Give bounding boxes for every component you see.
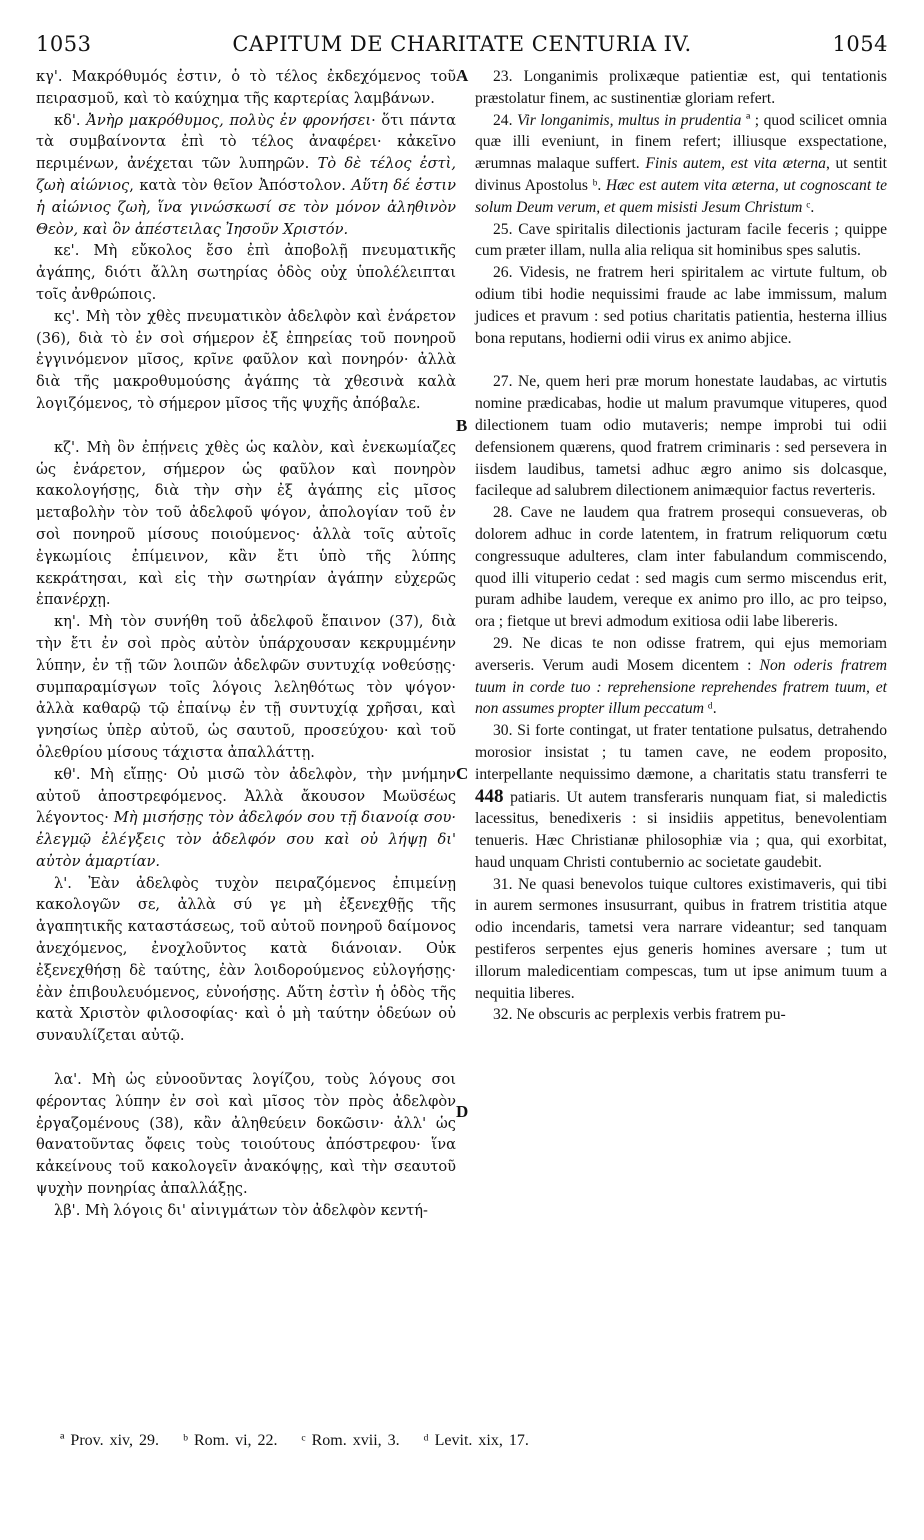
margin-marker-c: C bbox=[456, 764, 469, 783]
running-title: CAPITUM DE CHARITATE CENTURIA IV. bbox=[232, 32, 692, 56]
latin-29-note: ᵈ. bbox=[703, 700, 717, 718]
latin-29-text: 29. Ne dicas te non odisse fratrem, qui ejus memoriam averseris. Verum audi Mosem dicentem : bbox=[475, 634, 887, 674]
greek-paragraph-32: λβ'. Μὴ λόγοις δι' αἰνιγμάτων τὸν ἀδελφὸν κεντή- bbox=[54, 1201, 428, 1219]
footnote-a: ª Prov. xiv, 29. bbox=[60, 1432, 160, 1449]
latin-24-quote-3: Hæc est autem vita æterna, ut cognoscant te solum Deum verum, et quem misisti Jesum Christum bbox=[475, 176, 888, 216]
margin-marker-a: A bbox=[456, 66, 469, 85]
margin-marker-b: B bbox=[456, 416, 468, 435]
latin-paragraph-30 bbox=[475, 720, 887, 874]
footnote-b: ᵇ Rom. vi, 22. bbox=[183, 1432, 278, 1449]
latin-paragraph-25: 25. Cave spiritalis dilectionis jacturam facile feceris ; quippe cum præter illam, nulla alia reliqua sit hominibus spes salutis. bbox=[475, 220, 887, 260]
latin-24-quote-2: Finis autem, est vita æterna bbox=[645, 155, 826, 173]
latin-paragraph-24 bbox=[475, 110, 887, 219]
latin-24-text: ª ; quod scilicet omnia quæ illi eveniunt, in finem refert; illiusque exspectatione, ærumnas malaque suffert. bbox=[475, 111, 887, 173]
greek-column bbox=[36, 66, 456, 1222]
greek-29-text: κθ'. Μὴ εἴπῃς· Οὐ μισῶ τὸν ἀδελφὸν, τὴν μνήμην αὐτοῦ ἀποστρεφόμενος. Ἀλλὰ ἄκουσον Μωϋσέως λέγοντος· bbox=[36, 765, 456, 827]
greek-paragraph-23: κγ'. Μακρόθυμός ἐστιν, ὁ τὸ τέλος ἐκδεχόμενος τοῦ πειρασμοῦ, καὶ τὸ καύχημα τῆς καρτερίας λαμβάνων. bbox=[36, 68, 456, 107]
page-header bbox=[36, 32, 888, 60]
latin-paragraph-28: 28. Cave ne laudem qua fratrem prosequi consueveras, ob dolorem adhuc in corde latentem, in fratrum reliquorum cœtu congressuque adulteres, clam inter fabulandum commiscendo, quod illi vituperio cedat : sed magis cum sermo miscendus erit, puram adhibe laudem, vereque ex animo pro illo, ac pro teipso, ora ; fietque ut brevi admodum exitiosa odii labe libereris. bbox=[475, 504, 887, 631]
page-number-left: 1053 bbox=[36, 32, 92, 56]
greek-24-number: κδ'. bbox=[54, 111, 87, 129]
latin-paragraph-29 bbox=[475, 633, 887, 720]
greek-paragraph-25: κε'. Μὴ εὔκολος ἔσο ἐπὶ ἀποβολῇ πνευματικῆς ἀγάπης, διότι ἄλλη σωτηρίας ὁδὸς οὐχ ὑπολέλειπται τοῖς ἀνθρώποις. bbox=[36, 242, 456, 303]
latin-24-number: 24. bbox=[493, 111, 518, 129]
latin-30-column-number: 448 bbox=[475, 785, 504, 807]
latin-column bbox=[475, 66, 887, 1026]
greek-paragraph-27: κζ'. Μὴ ὃν ἐπῄνεις χθὲς ὡς καλὸν, καὶ ἐνεκωμίαζες ὡς ἐνάρετον, σήμερον ὡς φαῦλον καὶ πονηρὸν κακολογήσῃς, διὰ τὴν σὴν ἐξ ἀγάπης εἰς μῖσος μεταβολὴν τὸν τοῦ ἀδελφοῦ ψόγον, ἀπολογίαν τοῦ ἐν σοὶ πονηροῦ μίσους ποιούμενος· ἀλλὰ τοῖς αὐτοῖς ἐγκωμίοις ἐπίμεινον, κἂν ἔτι ὑπὸ τῆς λύπης κεκράτησαι, καὶ εἰς τὴν σωτηρίαν ἀγάπην εὐχερῶς ἐπανέρχῃ. bbox=[36, 438, 456, 609]
latin-paragraph-31: 31. Ne quasi benevolos tuique cultores existimaveris, qui tibi in aurem sermones insusurrant, quibus in fratrem tristitia atque odio incendaris, tametsi vera narrare videantur; sed tanquam pestiferos serpentes ejus generis homines aversare ; tum ut illorum maledicentiam compescas, tum ut ipse animum tuum a nequitia liberes. bbox=[475, 875, 887, 1002]
latin-30-text: 30. Si forte contingat, ut frater tentatione pulsatus, detrahendo morosior insistat ; tu tamen cave, ne eodem proposito, interpellante nequissimo dæmone, a charitatis statu transferri te bbox=[475, 722, 887, 783]
latin-24-text-2: , ut sentit divinus Apostolus ᵇ. bbox=[475, 155, 888, 194]
greek-paragraph-28: κη'. Μὴ τὸν συνήθη τοῦ ἀδελφοῦ ἔπαινον (37), διὰ τὴν ἔτι ἐν σοὶ πρὸς αὐτὸν ὑπάρχουσαν κεκρυμμένην λύπην, ἐν τῇ τῶν λοιπῶν ἀδελφῶν συντυχίᾳ νοθεύσῃς· συμπαραμίσγων τοῖς λόγοις λεληθότως τὸν ψόγον· ἀλλὰ καθαρῷ τῷ ἐπαίνῳ ἐν τῇ συντυχίᾳ χρῆσαι, καὶ γνησίως ὑπὲρ αὐτοῦ, ὡς σαυτοῦ, προσεύχου· καὶ τοῦ ὀλεθρίου μίσους τάχιστα ἀπαλλάττῃ. bbox=[36, 613, 456, 761]
greek-paragraph-24 bbox=[36, 110, 456, 241]
greek-24-quote-3: Αὕτη δέ ἐστιν ἡ αἰώνιος ζωὴ, ἵνα γινώσκωσί σε τὸν μόνον ἀληθινὸν Θεὸν, καὶ ὃν ἀπέστειλας Ἰησοῦν Χριστόν. bbox=[36, 176, 456, 238]
latin-29-quote: Non oderis fratrem tuum in corde tuo : reprehensione reprehendes fratrem tuum, et non assumes propter illum peccatum bbox=[475, 656, 888, 718]
greek-24-quote-1: Ἀνὴρ μακρόθυμος, πολὺς ἐν φρονήσει bbox=[86, 111, 372, 129]
greek-24-text: · ὅτι πάντα τὰ συμβαίνοντα ἐπὶ τὸ τέλος ἀναφέρει· κἀκεῖνο περιμένων, ἀνέχεται τῶν λυπηρῶν. bbox=[36, 111, 456, 173]
latin-paragraph-32: 32. Ne obscuris ac perplexis verbis fratrem pu- bbox=[493, 1006, 786, 1024]
greek-paragraph-31: λα'. Μὴ ὡς εὐνοοῦντας λογίζου, τοὺς λόγους σοι φέροντας λύπην ἐν σοὶ καὶ μῖσος τὸν πρὸς ἀδελφὸν ἐργαζομένους (38), κἂν ἀληθεύειν δοκῶσιν· ἀλλ' ὡς θανατοῦντας ὄφεις τοὺς τοιούτους ἀπόστρεφου· ἵνα κἀκείνους τοῦ κακολογεῖν ἀνακόψῃς, καὶ τὴν σεαυτοῦ ψυχὴν πονηρίας ἀπαλλάξῃς. bbox=[36, 1071, 456, 1198]
latin-paragraph-26: 26. Videsis, ne fratrem heri spiritalem ac virtute fultum, ob odium tibi hodie nequissimi fraude ac labe immissum, malum judices et pravum : sed potius charitatis patientia, hesterna illius bona reputans, hodierni odii virus ex animo abjice. bbox=[475, 264, 887, 347]
greek-paragraph-26: κς'. Μὴ τὸν χθὲς πνευματικὸν ἀδελφὸν καὶ ἐνάρετον (36), διὰ τὸ ἐν σοὶ σήμερον ἐξ ἐπηρείας τοῦ πονηροῦ ἐγγινόμενον μῖσος, κρῖνε φαῦλον καὶ πονηρόν· ἀλλὰ διὰ τῆς μακροθυμούσης ἀγάπης τὰ χθεσινὰ καλὰ λογιζόμενος, τὸ σήμερον μῖσος τῆς ψυχῆς ἀπόβαλε. bbox=[36, 307, 456, 412]
footnotes bbox=[60, 1432, 888, 1450]
footnote-c: ᶜ Rom. xvii, 3. bbox=[301, 1432, 400, 1449]
page-number-right: 1054 bbox=[832, 32, 888, 56]
latin-24-note: ᶜ. bbox=[802, 198, 815, 216]
footnote-d: ᵈ Levit. xix, 17. bbox=[423, 1432, 529, 1449]
latin-paragraph-23: 23. Longanimis prolixæque patientiæ est, qui tentationis præstolatur finem, ac sustinentiæ gloriam refert. bbox=[475, 68, 887, 107]
latin-paragraph-27: 27. Ne, quem heri præ morum honestate laudabas, ac virtutis nomine prædicabas, hodie ut malum pravumque vituperes, quod dilectionem tuam odio mutaveris; nempe improbi tui odii defensionem quærens, quod fratrem criminaris : sed persevera in iisdem laudibus, tametsi adhuc ægro animo sis dolcasque, facileque ad salubrem dilectionem animæquior factus reverteris. bbox=[475, 373, 887, 500]
greek-paragraph-30: λ'. Ἐὰν ἀδελφὸς τυχὸν πειραζόμενος ἐπιμείνῃ κακολογῶν σε, ἀλλὰ σύ γε μὴ ἐξενεχθῇς τῆς ἀγαπητικῆς καταστάσεως, τοῦ αὐτοῦ πονηροῦ δαίμονος ἀνεχόμενος, ἐνοχλοῦντος κατὰ διάνοιαν. Οὐκ ἐξενεχθήσῃ δὲ ταύτης, ἐὰν λοιδορούμενος εὐλογήσῃς· ἐὰν ἐπιβουλευόμενος, εὐνοήσῃς. Αὕτη ἐστὶν ἡ ὁδὸς τῆς κατὰ Χριστὸν φιλοσοφίας· καὶ ὁ μὴ ταύτην ὁδεύων οὐ συναυλίζεται αὐτῷ. bbox=[36, 874, 456, 1045]
greek-24-quote-2: Τὸ δὲ τέλος ἐστὶ, ζωὴ αἰώνιος bbox=[36, 155, 456, 194]
greek-29-quote: Μὴ μισήσῃς τὸν ἀδελφόν σου τῇ διανοίᾳ σου· ἐλεγμῷ ἐλέγξεις τὸν ἀδελφόν σου καὶ οὐ λήψῃ δι' αὐτὸν ἁμαρτίαν. bbox=[36, 809, 456, 870]
greek-24-text-2: , κατὰ τὸν θεῖον Ἀπόστολον. bbox=[129, 176, 352, 194]
greek-paragraph-29 bbox=[36, 764, 456, 873]
margin-marker-d: D bbox=[456, 1102, 469, 1121]
latin-30-text-2: patiaris. Ut autem transferaris nunquam fiat, si maledictis lacessitus, benedixeris : si insidiis appetitus, benevolentiam tenueris. Hæc Christianæ philosophiæ via ; qua, qui exorbitat, haud unquam Christi contubernio ac societate gaudebit. bbox=[475, 788, 887, 871]
latin-24-quote-1: Vir longanimis, multus in prudentia bbox=[517, 111, 742, 129]
